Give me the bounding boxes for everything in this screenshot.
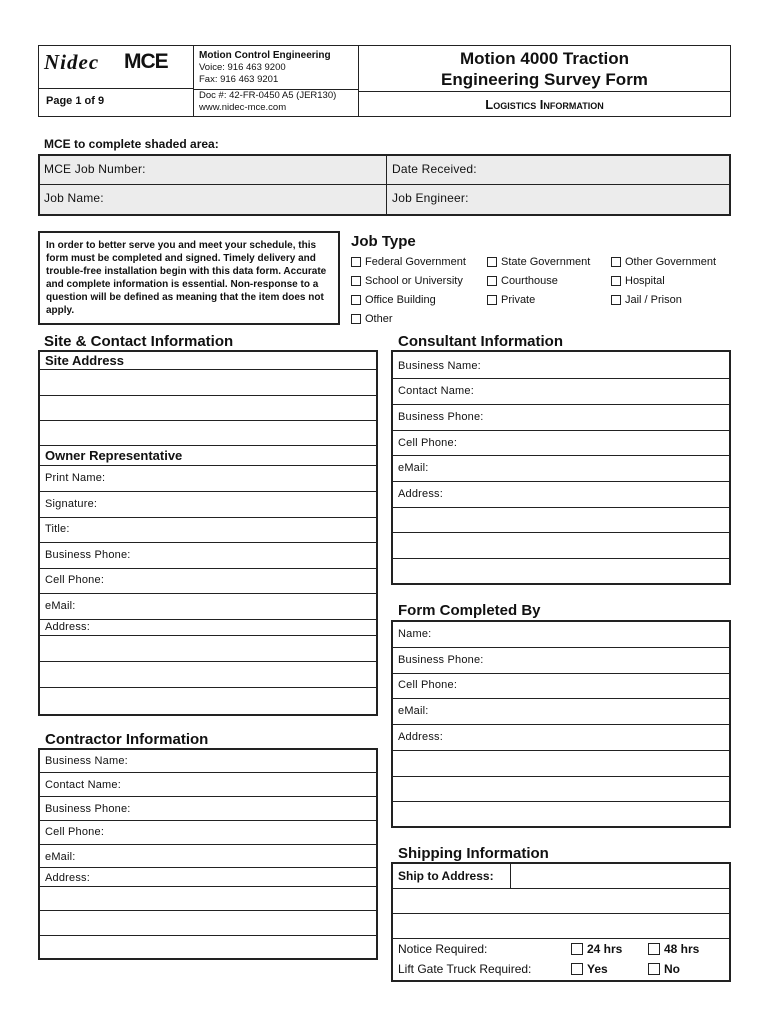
mce-area-heading: MCE to complete shaded area: xyxy=(44,137,219,151)
job-type-other[interactable] xyxy=(351,313,393,325)
ship-to-address-line[interactable] xyxy=(391,938,731,939)
owner-business-phone-field[interactable]: Business Phone: xyxy=(45,549,131,561)
consultant-email-field[interactable]: eMail: xyxy=(398,462,429,474)
job-type-label: Jail / Prison xyxy=(625,294,682,306)
site-contact-heading: Site & Contact Information xyxy=(44,333,234,350)
owner-address-field[interactable]: Address: xyxy=(45,621,91,633)
completed-by-cell-phone-field[interactable]: Cell Phone: xyxy=(398,679,458,691)
completed-by-address-field[interactable]: Address: xyxy=(398,731,444,743)
site-address-line xyxy=(38,369,378,370)
owner-line xyxy=(38,568,378,569)
owner-cell-phone-field[interactable]: Cell Phone: xyxy=(45,574,105,586)
mce-job-number-field[interactable]: MCE Job Number: xyxy=(44,162,146,176)
nidec-logo: Nidec xyxy=(44,50,100,74)
notice-24hrs-option[interactable] xyxy=(571,942,622,956)
form-title-line2: Engineering Survey Form xyxy=(441,70,648,89)
job-type-jail-prison[interactable] xyxy=(611,294,682,306)
ship-to-label: Ship to Address: xyxy=(398,869,494,883)
contractor-business-name-field[interactable]: Business Name: xyxy=(45,755,128,767)
checkbox-icon[interactable] xyxy=(351,314,361,324)
job-type-label: Office Building xyxy=(365,294,436,306)
completed-by-heading: Form Completed By xyxy=(398,602,541,619)
owner-line xyxy=(38,491,378,492)
contractor-address-line[interactable] xyxy=(38,935,378,936)
consultant-line xyxy=(391,404,731,405)
consultant-business-name-field[interactable]: Business Name: xyxy=(398,360,481,372)
owner-line xyxy=(38,635,378,636)
form-title-line1: Motion 4000 Traction xyxy=(459,49,630,68)
option-label: 24 hrs xyxy=(587,942,623,956)
checkbox-icon[interactable] xyxy=(571,943,583,955)
owner-rep-heading: Owner Representative xyxy=(45,448,183,463)
mce-area-divider xyxy=(38,184,731,185)
owner-line xyxy=(38,517,378,518)
lift-gate-yes-option[interactable] xyxy=(571,962,608,976)
contractor-business-phone-field[interactable]: Business Phone: xyxy=(45,803,131,815)
job-name-field[interactable]: Job Name: xyxy=(44,191,104,205)
owner-address-line[interactable] xyxy=(38,661,378,662)
option-label: No xyxy=(664,962,680,976)
job-type-label: Courthouse xyxy=(501,275,558,287)
consultant-line xyxy=(391,378,731,379)
option-label: 48 hrs xyxy=(664,942,700,956)
contractor-email-field[interactable]: eMail: xyxy=(45,851,76,863)
job-type-school-or-university[interactable] xyxy=(351,275,463,287)
job-type-office-building[interactable] xyxy=(351,294,436,306)
consultant-heading: Consultant Information xyxy=(398,333,563,350)
company-name: Motion Control Engineering xyxy=(199,50,331,61)
ship-to-divider xyxy=(510,862,511,888)
checkbox-icon[interactable] xyxy=(351,257,361,267)
page-number: Page 1 of 9 xyxy=(46,95,105,107)
owner-line xyxy=(38,465,378,466)
owner-address-line[interactable] xyxy=(38,687,378,688)
contractor-line xyxy=(38,772,378,773)
job-type-label: Other Government xyxy=(625,256,717,268)
contractor-address-field[interactable]: Address: xyxy=(45,872,91,884)
consultant-line xyxy=(391,481,731,482)
contractor-cell-phone-field[interactable]: Cell Phone: xyxy=(45,826,105,838)
owner-print-name-field[interactable]: Print Name: xyxy=(45,472,106,484)
job-type-label: State Government xyxy=(501,256,591,268)
job-type-label: School or University xyxy=(365,275,463,287)
contractor-line xyxy=(38,867,378,868)
owner-title-field[interactable]: Title: xyxy=(45,523,70,535)
completed-by-line xyxy=(391,698,731,699)
voice-number: Voice: 916 463 9200 xyxy=(199,62,286,73)
consultant-address-line[interactable] xyxy=(391,532,731,533)
consultant-address-field[interactable]: Address: xyxy=(398,488,444,500)
checkbox-icon[interactable] xyxy=(611,295,621,305)
checkbox-icon[interactable] xyxy=(487,257,497,267)
notice-required-label: Notice Required: xyxy=(398,942,488,956)
checkbox-icon[interactable] xyxy=(351,276,361,286)
contractor-line xyxy=(38,844,378,845)
doc-number: Doc #: 42-FR-0450 A5 (JER130) xyxy=(199,90,337,101)
job-type-private[interactable] xyxy=(487,294,535,306)
completed-by-line xyxy=(391,647,731,648)
site-address-line[interactable] xyxy=(38,420,378,421)
checkbox-icon[interactable] xyxy=(648,943,660,955)
shipping-heading: Shipping Information xyxy=(398,845,549,862)
completed-by-line xyxy=(391,724,731,725)
contractor-line xyxy=(38,820,378,821)
job-type-label: Federal Government xyxy=(365,256,466,268)
header-divider xyxy=(38,88,193,89)
consultant-business-phone-field[interactable]: Business Phone: xyxy=(398,411,484,423)
mce-logo: MCE xyxy=(124,50,168,73)
job-type-hospital[interactable] xyxy=(611,275,665,287)
checkbox-icon[interactable] xyxy=(571,963,583,975)
checkbox-icon[interactable] xyxy=(351,295,361,305)
consultant-address-line[interactable] xyxy=(391,558,731,559)
owner-line xyxy=(38,619,378,620)
owner-line xyxy=(38,593,378,594)
job-type-label: Private xyxy=(501,294,536,306)
job-type-label: Other xyxy=(365,313,393,325)
job-type-courthouse[interactable] xyxy=(487,275,558,287)
job-type-label: Hospital xyxy=(625,275,665,287)
form-subtitle: Logistics Information xyxy=(485,97,604,112)
checkbox-icon[interactable] xyxy=(648,963,660,975)
job-type-heading: Job Type xyxy=(351,233,416,250)
consultant-address-line[interactable] xyxy=(391,507,731,508)
contractor-heading: Contractor Information xyxy=(45,731,209,748)
completed-by-line xyxy=(391,673,731,674)
option-label: Yes xyxy=(587,962,608,976)
completed-by-business-phone-field[interactable]: Business Phone: xyxy=(398,654,484,666)
header-divider xyxy=(358,91,731,92)
owner-line xyxy=(38,542,378,543)
completed-by-address-line[interactable] xyxy=(391,776,731,777)
consultant-cell-phone-field[interactable]: Cell Phone: xyxy=(398,437,458,449)
consultant-line xyxy=(391,430,731,431)
site-address-label: Site Address xyxy=(45,353,124,368)
owner-email-field[interactable]: eMail: xyxy=(45,600,76,612)
form-title xyxy=(358,48,731,90)
date-received-field[interactable]: Date Received: xyxy=(392,162,477,176)
checkbox-icon[interactable] xyxy=(487,295,497,305)
lift-gate-label: Lift Gate Truck Required: xyxy=(398,962,532,976)
job-type-state-government[interactable] xyxy=(487,256,590,268)
job-type-federal-government[interactable] xyxy=(351,256,466,268)
contractor-line xyxy=(38,796,378,797)
contractor-address-line[interactable] xyxy=(38,910,378,911)
contractor-line xyxy=(38,886,378,887)
contractor-contact-name-field[interactable]: Contact Name: xyxy=(45,779,121,791)
site-address-line[interactable] xyxy=(38,395,378,396)
completed-by-address-line[interactable] xyxy=(391,750,731,751)
site-address-line[interactable] xyxy=(38,445,378,446)
fax-number: Fax: 916 463 9201 xyxy=(199,74,279,85)
notice-text: In order to better serve you and meet your schedule, this form must be completed and signed. Timely delivery and trouble-free installation begin with this data form. Accurate and complete information is essential. Non-response to a question will be defined as meaning that the item does not apply. xyxy=(46,240,327,316)
ship-to-address-line[interactable] xyxy=(391,913,731,914)
owner-signature-field[interactable]: Signature: xyxy=(45,498,98,510)
job-type-other-government[interactable] xyxy=(611,256,716,268)
completed-by-email-field[interactable]: eMail: xyxy=(398,705,429,717)
checkbox-icon[interactable] xyxy=(611,276,621,286)
lift-gate-no-option[interactable] xyxy=(648,962,680,976)
consultant-line xyxy=(391,455,731,456)
consultant-contact-name-field[interactable]: Contact Name: xyxy=(398,385,474,397)
completed-by-address-line[interactable] xyxy=(391,801,731,802)
job-engineer-field[interactable]: Job Engineer: xyxy=(392,191,469,205)
notice-48hrs-option[interactable] xyxy=(648,942,699,956)
completed-by-name-field[interactable]: Name: xyxy=(398,628,432,640)
checkbox-icon[interactable] xyxy=(487,276,497,286)
header-divider xyxy=(193,45,194,117)
mce-area-divider xyxy=(386,154,387,216)
checkbox-icon[interactable] xyxy=(611,257,621,267)
shipping-line xyxy=(391,888,731,889)
website: www.nidec-mce.com xyxy=(199,102,287,113)
